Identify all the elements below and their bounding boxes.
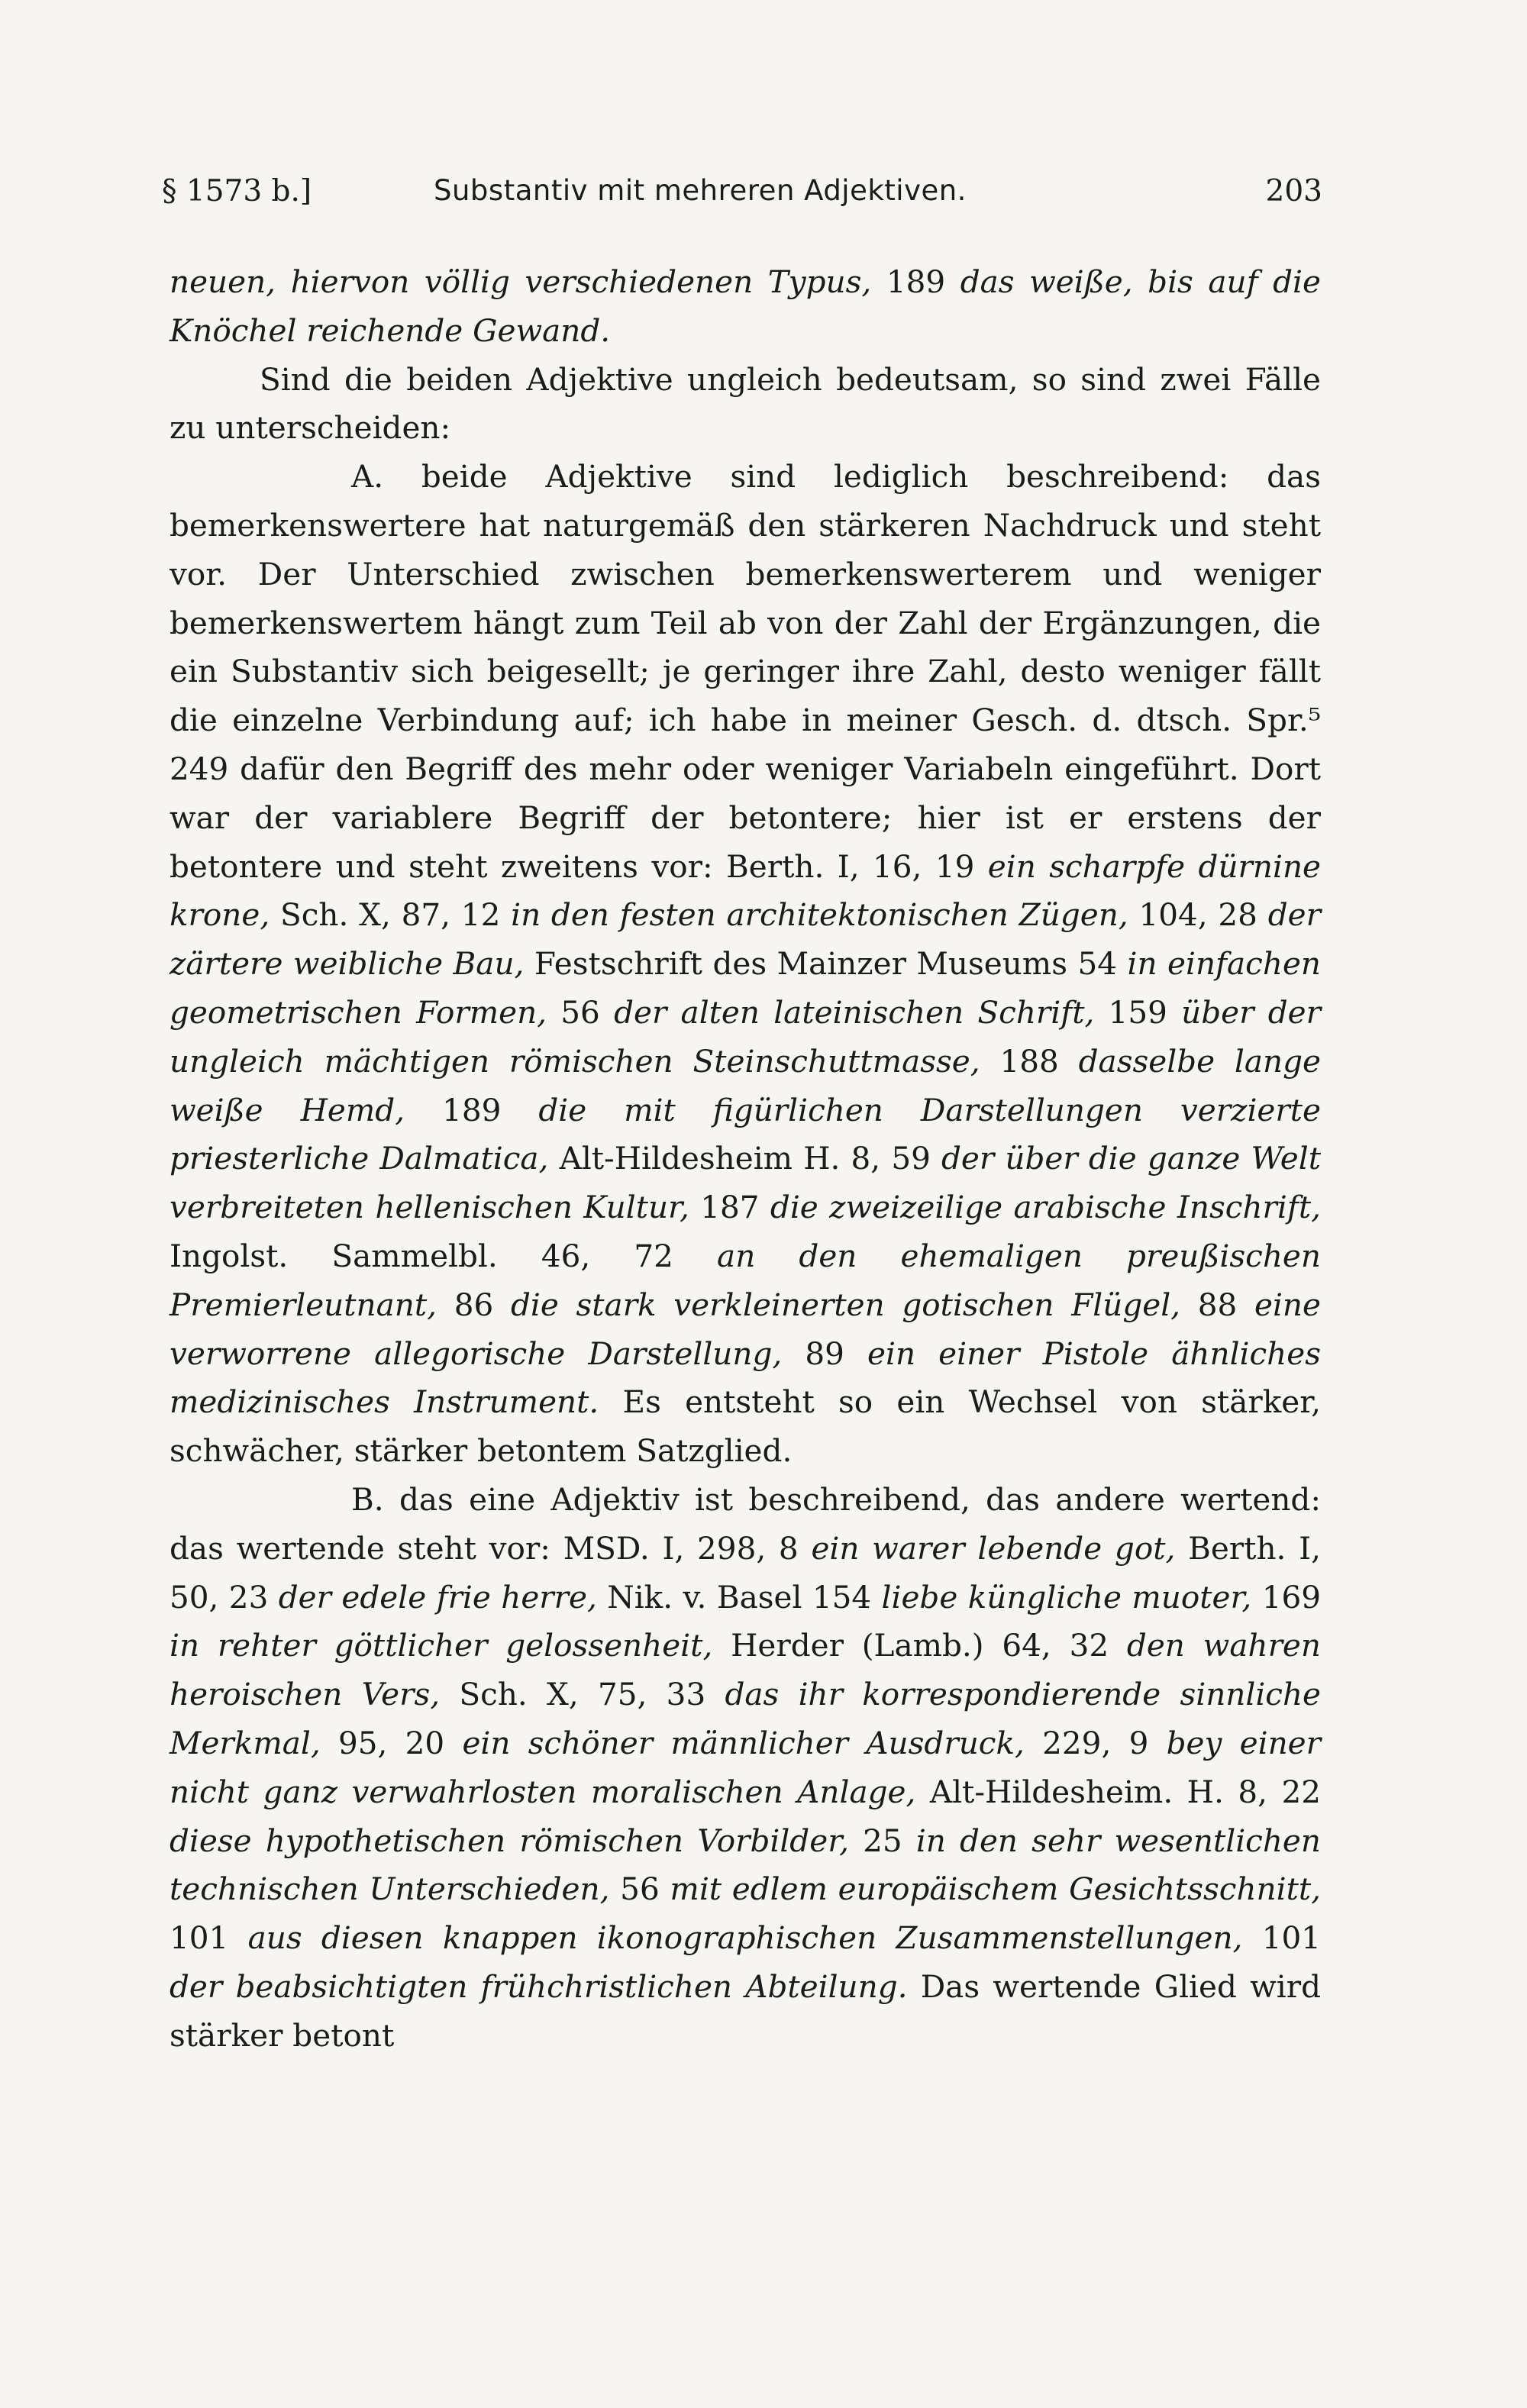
text-run: 101 bbox=[169, 1919, 248, 1957]
example-citation: die mit figürlichen Darstellungen verzierte priesterliche Dalmatica, bbox=[169, 1091, 1321, 1177]
text-run: Herder (Lamb.) 64, 32 bbox=[712, 1627, 1127, 1664]
text-run: Ingolst. Sammelbl. 46, 72 bbox=[169, 1237, 718, 1274]
example-citation: über der ungleich mächtigen römischen Steinschuttmasse, bbox=[169, 993, 1321, 1080]
text-run: 187 bbox=[689, 1189, 770, 1226]
text-run: 188 bbox=[980, 1042, 1079, 1080]
example-citation: der alten lateinischen Schrift, bbox=[614, 993, 1095, 1031]
text-run: Sind die beiden Adjektive ungleich bedeutsam, so sind zwei Fälle zu unterscheiden: bbox=[169, 360, 1321, 447]
example-citation: das weiße, bis auf die Knöchel reichende Gewand. bbox=[169, 263, 1321, 349]
example-citation: mit edlem europäischem Gesichtsschnitt, bbox=[670, 1871, 1321, 1908]
example-citation: in den sehr wesentlichen technischen Unterschieden, bbox=[169, 1822, 1321, 1908]
running-header bbox=[162, 174, 1322, 220]
text-run: 86 bbox=[437, 1286, 511, 1323]
text-run: Sch. X, 87, 12 bbox=[270, 896, 512, 934]
text-run: B. das eine Adjektiv ist beschreibend, das andere wertend: das wertende steht vor: MSD. I, 298, 8 bbox=[169, 1480, 1321, 1567]
page-number: 203 bbox=[1265, 174, 1322, 208]
example-citation: liebe küngliche muoter, bbox=[881, 1578, 1252, 1616]
text-run: A. beide Adjektive sind lediglich beschreibend: das bemerkenswertere hat naturgemäß den stärkeren Nachdruck und steht vor. Der Unterschied zwischen bemerkenswerterem und weniger bemerkenswertem hängt zum Teil ab von der Zahl der Ergänzungen, die ein Substantiv sich beigesellt; je geringer ihre Zahl, desto weniger fällt die einzelne Verbindung auf; ich habe in meiner Gesch. d. dtsch. Spr.⁵ 249 dafür den Begriff des mehr oder weniger Variabeln eingeführt. Dort war der variablere Begriff der betontere; hier ist er erstens der betontere und steht zweitens vor: Berth. I, 16, 19 bbox=[169, 458, 1321, 885]
text-run: 101 bbox=[1242, 1919, 1321, 1957]
text-run: 88 bbox=[1180, 1286, 1254, 1323]
example-citation: ein warer lebende got, bbox=[811, 1529, 1176, 1567]
example-citation: in rehter göttlicher gelossenheit, bbox=[169, 1627, 713, 1664]
running-title: Substantiv mit mehreren Adjektiven. bbox=[434, 174, 967, 207]
example-citation: der zärtere weibliche Bau, bbox=[169, 896, 1321, 983]
body-text bbox=[169, 258, 1321, 2060]
paragraph-case-b bbox=[169, 1476, 1321, 2061]
example-citation: aus diesen knappen ikonographischen Zusammenstellungen, bbox=[247, 1919, 1243, 1957]
example-citation: ein schöner männlicher Ausdruck, bbox=[462, 1724, 1025, 1761]
text-run: 89 bbox=[782, 1335, 868, 1372]
paragraph-case-a bbox=[169, 453, 1321, 1476]
text-run: 56 bbox=[547, 993, 615, 1031]
example-citation: das ihr korrespondierende sinnliche Merkmal, bbox=[169, 1676, 1322, 1761]
example-citation: der edele frie herre, bbox=[278, 1578, 597, 1616]
text-run: 169 bbox=[1251, 1578, 1321, 1616]
text-run: 104, 28 bbox=[1128, 896, 1268, 934]
text-run: 25 bbox=[848, 1822, 916, 1859]
example-citation: in den festen architektonischen Zügen, bbox=[511, 896, 1128, 934]
text-run: 159 bbox=[1094, 993, 1182, 1031]
example-citation: an den ehemaligen preußischen Premierleutnant, bbox=[169, 1237, 1321, 1323]
example-citation: eine verworrene allegorische Darstellung, bbox=[169, 1286, 1321, 1372]
example-citation: ein scharpfe dürnine krone, bbox=[169, 847, 1321, 934]
text-run: Festschrift des Mainzer Museums 54 bbox=[524, 945, 1128, 983]
text-run: Sch. X, 75, 33 bbox=[440, 1676, 725, 1713]
text-run: Nik. v. Basel 154 bbox=[596, 1578, 882, 1616]
paragraph-continuation bbox=[169, 258, 1321, 356]
text-run: 95, 20 bbox=[320, 1724, 463, 1761]
example-citation: die zweizeilige arabische Inschrift, bbox=[770, 1189, 1321, 1226]
text-run: Berth. I, 50, 23 bbox=[169, 1529, 1321, 1616]
example-citation: diese hypothetischen römischen Vorbilder, bbox=[169, 1822, 849, 1859]
paragraph-intro bbox=[169, 356, 1321, 454]
example-citation: die stark verkleinerten gotischen Flügel, bbox=[510, 1286, 1181, 1323]
text-run: 56 bbox=[609, 1871, 670, 1908]
example-citation: neuen, hiervon völlig verschiedenen Typus, bbox=[169, 263, 872, 300]
text-run: 189 bbox=[871, 263, 960, 300]
example-citation: der beabsichtigten frühchristlichen Abteilung. bbox=[169, 1967, 908, 2005]
example-citation: der über die ganze Welt verbreiteten hellenischen Kultur, bbox=[169, 1140, 1321, 1226]
example-citation: ein einer Pistole ähnliches medizinisches Instrument. bbox=[169, 1335, 1322, 1421]
text-run: Das wertende Glied wird stärker betont bbox=[169, 1967, 1321, 2054]
text-run: 189 bbox=[405, 1091, 539, 1128]
example-citation: dasselbe lange weiße Hemd, bbox=[169, 1042, 1321, 1128]
section-reference: § 1573 b.] bbox=[162, 174, 312, 208]
example-citation: bey einer nicht ganz verwahrlosten moralischen Anlage, bbox=[169, 1724, 1321, 1810]
text-run: Es entsteht so ein Wechsel von stärker, schwächer, stärker betontem Satzglied. bbox=[169, 1383, 1321, 1470]
example-citation: den wahren heroischen Vers, bbox=[169, 1627, 1321, 1713]
text-run: 229, 9 bbox=[1024, 1724, 1167, 1761]
example-citation: in einfachen geometrischen Formen, bbox=[169, 945, 1321, 1031]
text-run: Alt-Hildesheim. H. 8, 22 bbox=[915, 1773, 1321, 1810]
text-run: Alt-Hildesheim H. 8, 59 bbox=[548, 1140, 941, 1177]
